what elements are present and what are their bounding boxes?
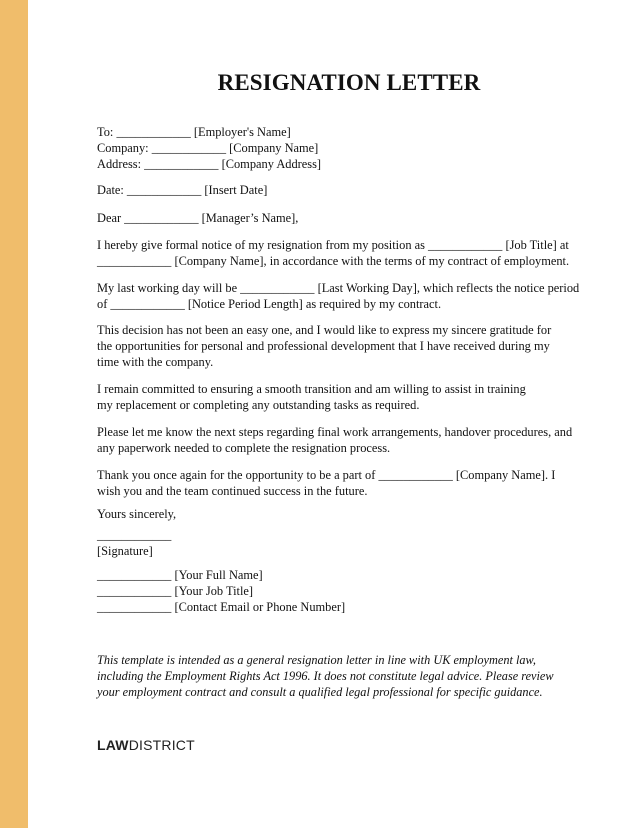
to-line: To: ____________ [Employer's Name] [97, 125, 291, 139]
signature-label [97, 543, 587, 559]
recipient-block [97, 124, 587, 172]
paragraph-thanks: Thank you once again for the opportunity to be a part of ____________ [Company Name]. I wish you and the team continued success in the future. [97, 468, 556, 498]
company-line: Company: ____________ [Company Name] [97, 141, 319, 155]
paragraph-notice: I hereby give formal notice of my resignation from my position as ____________ [Job Title] at ____________ [Company Name], in accordance with the terms of my contract of employment. [97, 238, 570, 268]
salutation-text: Dear ____________ [Manager’s Name], [97, 211, 299, 225]
contact-line: ____________ [Contact Email or Phone Number] [97, 600, 346, 614]
paragraph-next-steps: Please let me know the next steps regarding final work arrangements, handover procedures, and any paperwork needed to complete the resignation process. [97, 425, 573, 455]
salutation [97, 210, 587, 226]
closing-text: Yours sincerely, [97, 507, 177, 521]
paragraph-transition: I remain committed to ensuring a smooth transition and am willing to assist in training my replacement or completing any outstanding tasks as required. [97, 382, 526, 412]
date-text: Date: ____________ [Insert Date] [97, 183, 268, 197]
disclaimer-note: This template is intended as a general resignation letter in line with UK employment law, including the Employment Rights Act 1996. It does not constitute legal advice. Please review your employment contract and consult a qualified legal professional for specific guidance. [97, 653, 554, 699]
paragraph-gratitude: This decision has not been an easy one, and I would like to express my sincere gratitude for the opportunities for personal and professional development that I have received during my time with the company. [97, 323, 552, 369]
accent-side-bar [0, 0, 28, 828]
lawdistrict-logo [97, 737, 195, 753]
closing [97, 506, 587, 522]
date-line [97, 182, 587, 198]
full-name-line: ____________ [Your Full Name] [97, 568, 263, 582]
logo-district: DISTRICT [128, 737, 195, 753]
signature-label-text: [Signature] [97, 544, 153, 558]
paragraph-last-day: My last working day will be ____________ [Last Working Day], which reflects the notice period of ____________ [Notice Period Length] as required by my contract. [97, 281, 580, 311]
address-line: Address: ____________ [Company Address] [97, 157, 322, 171]
job-title-line: ____________ [Your Job Title] [97, 584, 254, 598]
signature-blank [97, 527, 587, 543]
logo-law: LAW [97, 737, 129, 753]
sender-block [97, 567, 587, 615]
signature-line: ____________ [97, 528, 172, 542]
document-title: RESIGNATION LETTER [217, 70, 481, 95]
